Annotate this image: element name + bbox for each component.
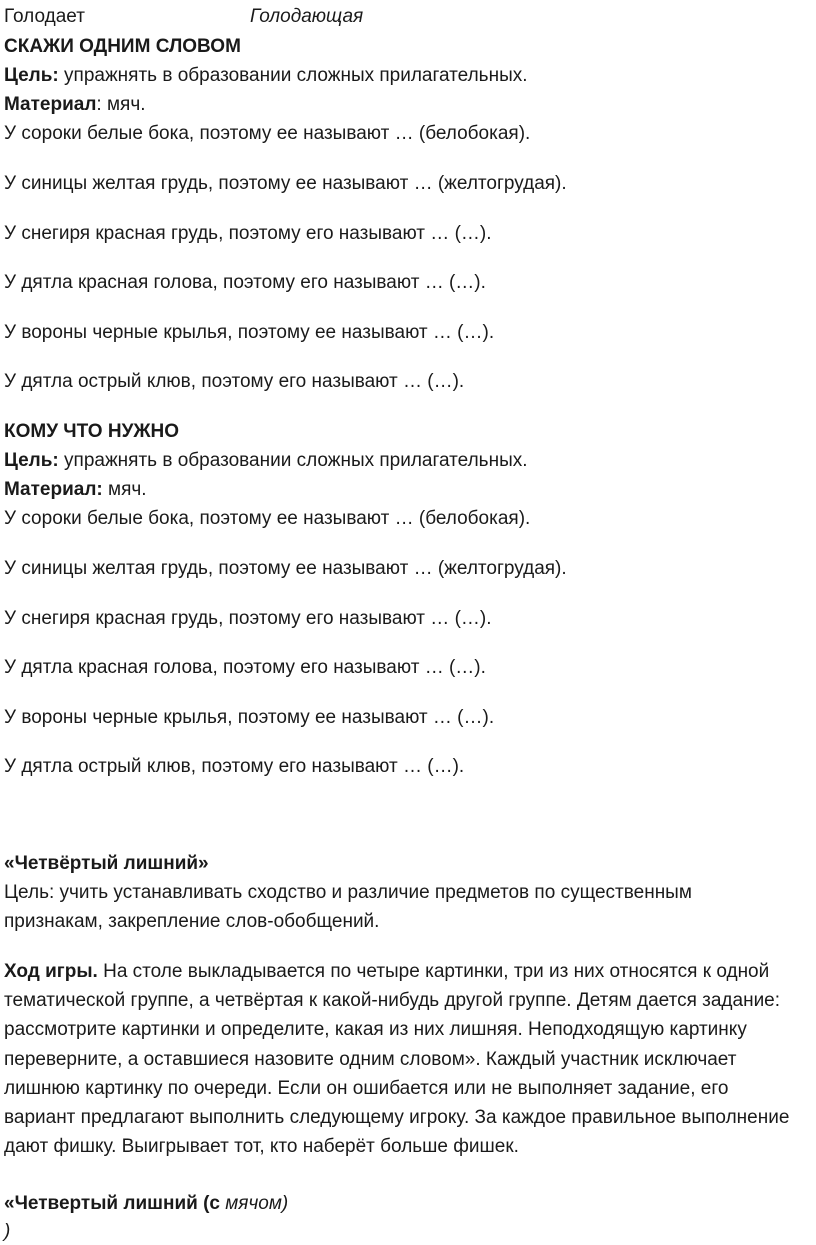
section2-goal-label: Цель: xyxy=(4,450,59,471)
section2-material xyxy=(4,477,147,503)
section2-goal xyxy=(4,448,528,474)
section3-procedure-text: На столе выкладывается по четыре картинки, три из них относятся к одной тематической группе, а четвёртая к какой-нибудь другой группе. Детям дается задание: рассмотрите картинки и определите, какая из них лишняя. Неподходящую картинку переверните, а оставшиеся назовите одним словом». Каждый участник исключает лишнюю картинку по очереди. Если он ошибается или не выполняет задание, его вариант предлагают выполнить следующему игроку. За каждое правильное выполнение дают фишку. Выигрывает тот, кто наберёт больше фишек. xyxy=(4,961,790,1158)
section1-goal-label: Цель: xyxy=(4,65,59,86)
section3-procedure-label: Ход игры. xyxy=(4,961,98,982)
section2-line: У вороны черные крылья, поэтому ее называют … (…). xyxy=(4,707,495,728)
section2-line: У дятла острый клюв, поэтому его называют … (…). xyxy=(4,756,465,777)
section2-line: У сороки белые бока, поэтому ее называют … (белобокая). xyxy=(4,508,531,529)
verb-word: Голодает xyxy=(4,6,85,27)
section2-material-text: мяч. xyxy=(102,479,147,500)
section2-line: У снегиря красная грудь, поэтому его называют … (…). xyxy=(4,608,492,629)
section1-line: У синицы желтая грудь, поэтому ее называют … (желтогрудая). xyxy=(4,173,567,194)
section3-goal: Цель: учить устанавливать сходство и различие предметов по существенным признакам, закрепление слов-обобщений. xyxy=(4,882,692,933)
section1-line: У снегиря красная грудь, поэтому его называют … (…). xyxy=(4,223,492,244)
section4-title-italic: мячом) xyxy=(219,1193,289,1214)
section2-line: У синицы желтая грудь, поэтому ее называют … (желтогрудая). xyxy=(4,558,567,579)
section3-procedure xyxy=(4,957,794,1161)
section4-closing: ) xyxy=(4,1221,11,1242)
section1-goal-text: упражнять в образовании сложных прилагательных. xyxy=(58,65,528,86)
section4-title xyxy=(4,1191,288,1217)
section2-title: КОМУ ЧТО НУЖНО xyxy=(4,421,180,442)
section1-material-label: Материал xyxy=(4,94,97,115)
section2-goal-text: упражнять в образовании сложных прилагательных. xyxy=(58,450,528,471)
top-line xyxy=(4,4,364,30)
section2-line: У дятла красная голова, поэтому его называют … (…). xyxy=(4,657,486,678)
section1-line: У дятла острый клюв, поэтому его называют … (…). xyxy=(4,371,465,392)
section1-title: СКАЖИ ОДНИМ СЛОВОМ xyxy=(4,36,241,57)
section1-line: У сороки белые бока, поэтому ее называют … (белобокая). xyxy=(4,123,531,144)
section1-material xyxy=(4,92,146,118)
section1-goal xyxy=(4,63,528,89)
section1-line: У дятла красная голова, поэтому его называют … (…). xyxy=(4,272,486,293)
participle-word: Голодающая xyxy=(250,6,364,27)
section3-title: «Четвёртый лишний» xyxy=(4,853,209,874)
section4-title-bold: «Четвертый лишний (с xyxy=(4,1193,220,1214)
section2-material-label: Материал: xyxy=(4,479,103,500)
section1-line: У вороны черные крылья, поэтому ее называют … (…). xyxy=(4,322,495,343)
section1-material-text: : мяч. xyxy=(96,94,146,115)
